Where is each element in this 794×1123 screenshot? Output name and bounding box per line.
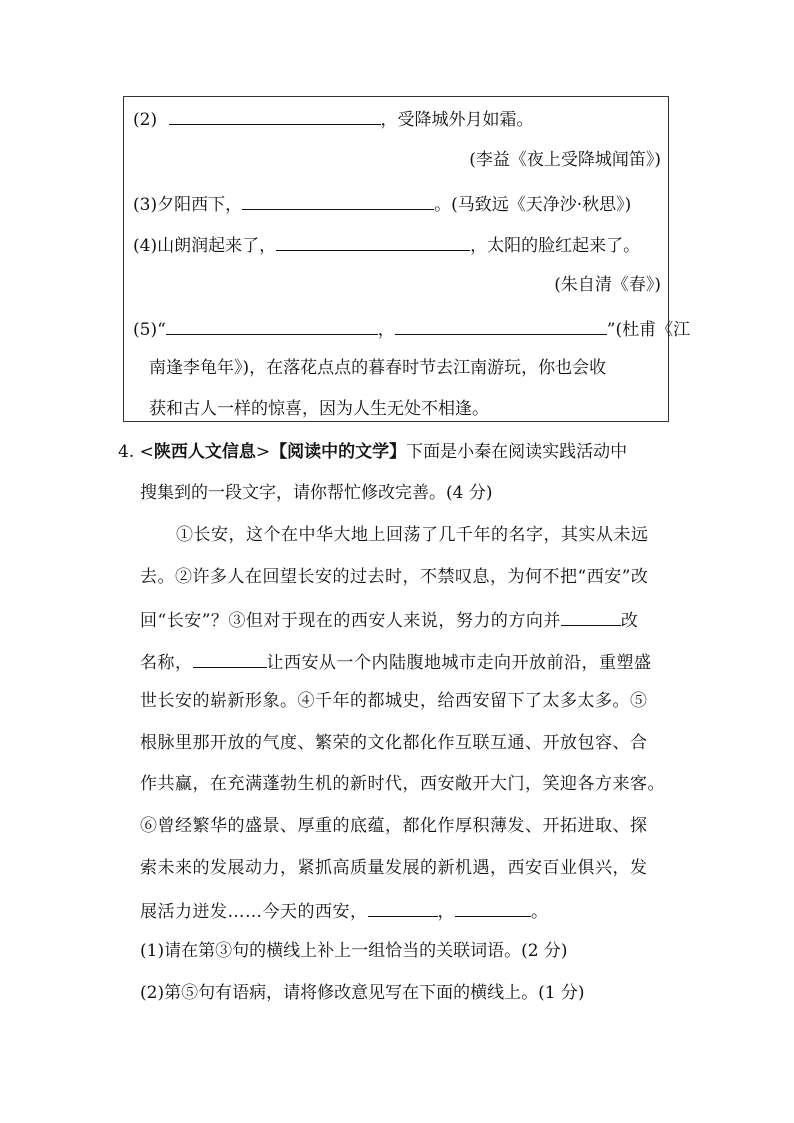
q2-line <box>133 106 534 131</box>
q5-line <box>133 316 690 341</box>
passage-line-6: 根脉里那开放的气度、繁荣的文化都化作互联互通、开放包容、合 <box>140 733 648 753</box>
q3-line <box>133 191 631 216</box>
sub-question-2: (2)第⑤句有语病，请将修改意见写在下面的横线上。(1 分) <box>140 983 585 1003</box>
q5-answer-blank-2[interactable] <box>395 316 607 335</box>
connective-blank-2[interactable] <box>193 649 267 668</box>
q3-text-after: 。(马致远《天净沙·秋思》) <box>434 195 632 215</box>
q4-source: (朱自清《春》) <box>554 275 661 295</box>
q3-text-before: 夕阳西下， <box>157 195 243 215</box>
q5-open-quote: “ <box>157 320 166 340</box>
passage-line-10-text: 展活力迸发……今天的西安， <box>140 902 368 922</box>
passage-line-10-end: 。 <box>531 902 549 922</box>
passage-line-4-start: 名称， <box>140 653 193 673</box>
q5-line-3: 获和古人一样的惊喜，因为人生无处不相逢。 <box>149 399 489 419</box>
q2-source: (李益《夜上受降城闻笛》) <box>469 150 661 170</box>
q5-number: (5) <box>133 320 158 340</box>
passage-line-8: ⑥曾经繁华的盛景、厚重的底蕴，都化作厚积薄发、开拓进取、探 <box>140 816 648 836</box>
q4-text-before: 山朗润起来了， <box>157 236 277 256</box>
today-blank-1[interactable] <box>368 898 438 917</box>
passage-line-1: ①长安，这个在中华大地上回荡了几千年的名字，其实从未远 <box>176 525 649 545</box>
topic-label: 【阅读中的文学】 <box>270 442 407 462</box>
passage-line-2: 去。②许多人在回望长安的过去时，不禁叹息，为何不把“西安”改 <box>140 567 649 587</box>
question-number: 4. <box>118 442 135 462</box>
q4-line <box>133 232 640 257</box>
passage-line-4 <box>140 649 652 674</box>
passage-line-3 <box>140 607 638 632</box>
question-4-header <box>118 441 627 463</box>
passage-line-10 <box>140 898 549 923</box>
passage-line-10-comma: ， <box>437 902 455 922</box>
question-4-text-1: 下面是小秦在阅读实践活动中 <box>406 442 628 462</box>
q4-number: (4) <box>133 236 158 256</box>
sub-question-1: (1)请在第③句的横线上补上一组恰当的关联词语。(2 分) <box>140 941 568 961</box>
q2-text: ，受降城外月如霜。 <box>380 110 534 130</box>
q2-answer-blank[interactable] <box>169 106 381 125</box>
q2-number: (2) <box>133 110 158 130</box>
q5-source-start: ”(杜甫《江 <box>606 320 691 340</box>
q4-text-after: ，太阳的脸红起来了。 <box>470 236 641 256</box>
passage-line-5: 世长安的崭新形象。④千年的都城史，给西安留下了太多太多。⑤ <box>140 691 648 711</box>
tag-open: < <box>139 442 154 462</box>
tag-close: > <box>255 442 271 462</box>
q5-answer-blank-1[interactable] <box>166 316 378 335</box>
q3-answer-blank[interactable] <box>242 191 434 210</box>
passage-line-7: 作共赢，在充满蓬勃生机的新时代，西安敞开大门，笑迎各方来客。 <box>140 774 665 794</box>
passage-line-3-text: 回“长安”？③但对于现在的西安人来说，努力的方向并 <box>140 611 561 631</box>
region-tag: 陕西人文信息 <box>153 442 256 462</box>
today-blank-2[interactable] <box>455 898 531 917</box>
question-4-text-2: 搜集到的一段文字，请你帮忙修改完善。(4 分) <box>140 483 493 503</box>
passage-line-9: 索未来的发展动力，紧抓高质量发展的新机遇，西安百业俱兴，发 <box>140 858 648 878</box>
passage-line-4-text: 让西安从一个内陆腹地城市走向开放前沿，重塑盛 <box>266 653 652 673</box>
connective-blank-1[interactable] <box>561 607 621 626</box>
q4-answer-blank[interactable] <box>276 232 470 251</box>
q5-comma: ， <box>377 320 395 340</box>
q3-number: (3) <box>133 195 158 215</box>
q5-line-2: 南逢李龟年》)，在落花点点的暮春时节去江南游玩，你也会收 <box>149 358 607 378</box>
passage-line-3-end: 改 <box>620 611 639 631</box>
